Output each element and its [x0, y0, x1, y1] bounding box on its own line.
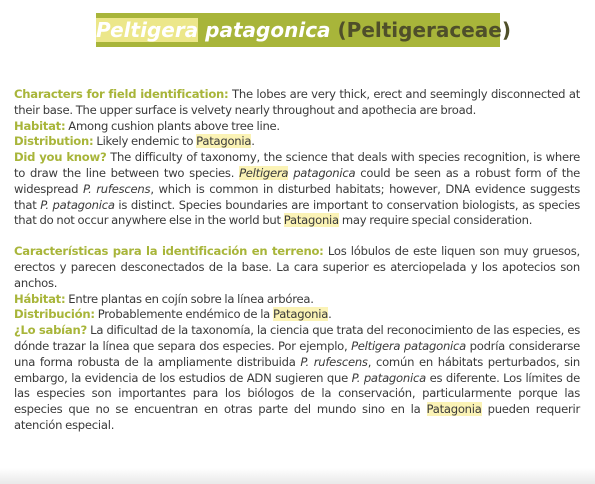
dyk-text-5: may require special consideration. [341, 213, 533, 228]
english-section [14, 87, 580, 229]
characters-text: The lobes are very thick, erect and seemingly disconnected at their base. The upper surface is velvety nearly throughout and apothecia are broad. [14, 87, 581, 117]
distribution-text: Likely endemic to [96, 134, 194, 149]
distribucion-text: Probablemente endémico de la [97, 307, 271, 322]
habitat-es-label: Hábitat: [14, 291, 66, 306]
distribution-place: Patagonia [196, 134, 252, 149]
dyk-patagonica: P. patagonica [40, 197, 115, 212]
sabian-patagonica: P. patagonica [351, 370, 426, 385]
page-bottom-shadow [0, 468, 595, 484]
dyk-text-3: , which is common in disturbed habitats; however, DNA evidence suggests that [14, 181, 581, 212]
title-family: (Peltigeraceae) [337, 18, 512, 42]
habitat-es-paragraph [14, 292, 580, 308]
title-species: patagonica [205, 18, 331, 42]
dyk-rufescens: P. rufescens [82, 181, 151, 196]
habitat-label: Habitat: [14, 118, 66, 133]
spanish-section [14, 244, 580, 434]
sabian-text-3: , común en hábitats perturbados, sin embargo, la evidencia de los estudios de ADN sugieren que [14, 354, 580, 385]
sabian-text-2: podría considerarse una forma robusta de la ampliamente distribuida [14, 338, 581, 369]
sabian-species-name: Peltigera patagonica [351, 338, 467, 353]
caracteristicas-text: Los lóbulos de este liquen son muy gruesos, erectos y parecen desconectados de la base. La cara superior es aterciopelada y los apotecios son anchos. [14, 244, 580, 290]
distribucion-place: Patagonia [272, 307, 329, 322]
sabian-place: Patagonia [426, 402, 482, 417]
lo-sabian-label: ¿Lo sabían? [14, 323, 87, 338]
characters-label: Characters for field identification: [14, 87, 229, 101]
habitat-es-text: Entre plantas en cojín sobre la línea arbórea. [68, 291, 314, 306]
dyk-species: patagonica [293, 165, 356, 180]
dyk-genus: Peltigera [239, 165, 289, 180]
dyk-text-4: is distinct. Species boundaries are important to conservation biologists, as species that do not occur anywhere else in the world but [14, 197, 580, 228]
dyk-place: Patagonia [283, 213, 339, 228]
sabian-text-5: pueden requerir atención especial. [14, 402, 580, 432]
sabian-rufescens: P. rufescens [300, 354, 368, 369]
distribucion-end: . [328, 307, 332, 322]
dyk-text-2: could be seen as a robust form of the widespread [14, 165, 581, 196]
habitat-paragraph [14, 119, 580, 135]
dyk-text-1: The difficulty of taxonomy, the science that deals with species recognition, is where to draw the line between two species. [14, 150, 580, 180]
distribution-end: . [251, 134, 255, 149]
distribution-paragraph [14, 134, 580, 150]
distribution-label: Distribution: [14, 134, 94, 149]
did-you-know-label: Did you know? [14, 150, 107, 165]
title-genus: Peltigera [96, 18, 199, 42]
lo-sabian-paragraph [14, 323, 580, 434]
characters-paragraph [14, 87, 580, 119]
distribucion-label: Distribución: [14, 307, 95, 322]
distribucion-paragraph [14, 307, 580, 323]
article-content [14, 87, 580, 434]
habitat-text: Among cushion plants above tree line. [68, 118, 280, 133]
caracteristicas-label: Características para la identificación en terreno: [14, 244, 324, 259]
caracteristicas-paragraph [14, 244, 580, 291]
page-title [96, 13, 512, 47]
did-you-know-paragraph [14, 150, 580, 229]
sabian-text-4: es diferente. Los límites de las especies son importantes para los biólogos de la conservación, particularmente porque las especies que no se encuentran en otras parte del mundo sino en la [14, 370, 580, 417]
sabian-text-1: La dificultad de la taxonomía, la ciencia que trata del reconocimiento de las especies, es dónde trazar la línea que separa dos especies. Por ejemplo, [14, 323, 581, 353]
